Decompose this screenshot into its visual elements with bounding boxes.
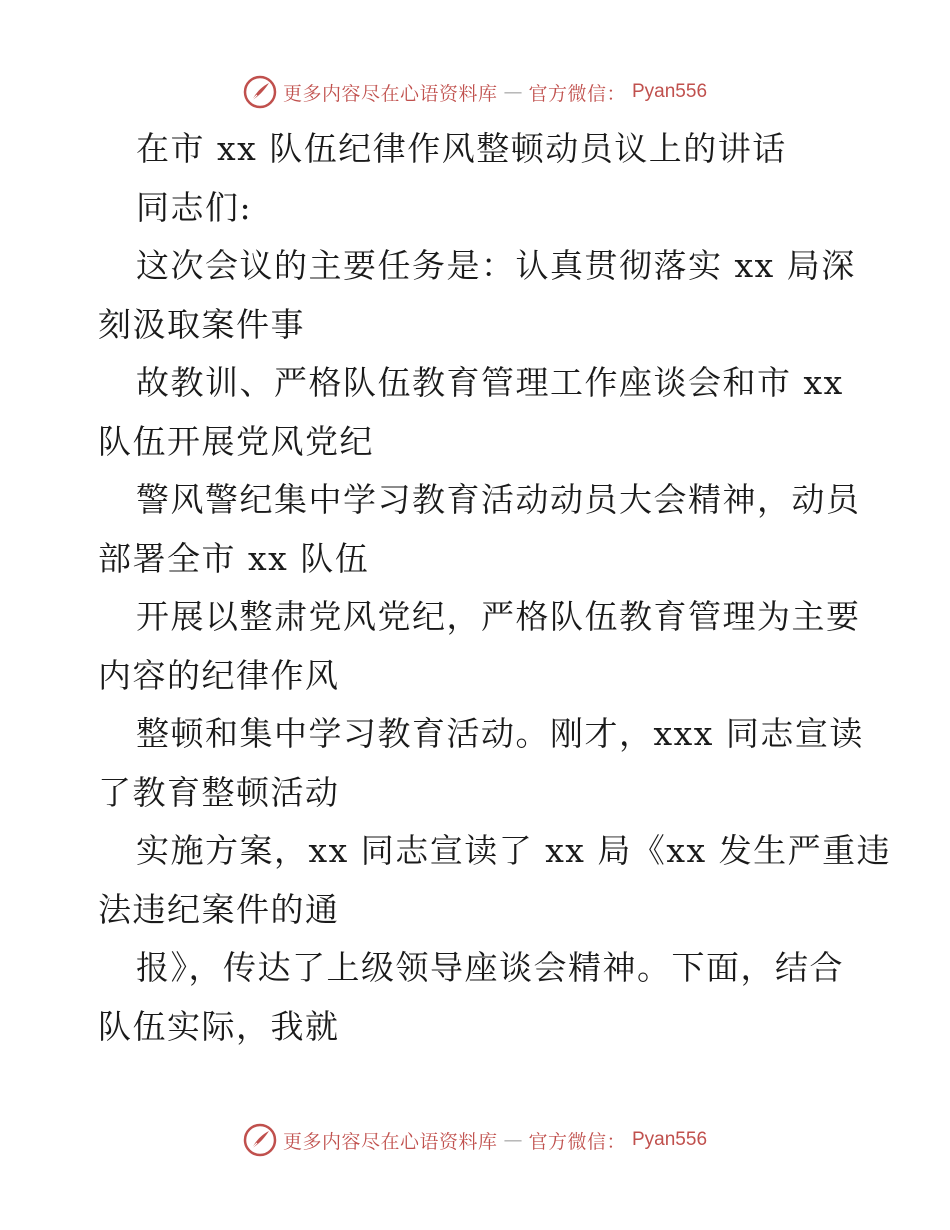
watermark-site-text: 更多内容尽在心语资料库: [282, 82, 498, 105]
document-line: 队伍开展党风党纪: [98, 421, 374, 461]
document-line: 故教训、严格队伍教育管理工作座谈会和市 xx: [136, 363, 844, 402]
document-body: [98, 120, 892, 1056]
watermark-separator: —: [503, 1129, 523, 1151]
watermark-separator: —: [503, 81, 523, 103]
document-line: 整顿和集中学习教育活动。刚才，xxx 同志宣读: [136, 714, 864, 753]
document-line: 警风警纪集中学习教育活动动员大会精神，动员: [136, 480, 861, 519]
document-line: 这次会议的主要任务是：认真贯彻落实 xx 局深: [136, 246, 856, 285]
document-line: 刻汲取案件事: [98, 304, 305, 344]
document-line: 报》，传达了上级领导座谈会精神。下面，结合: [136, 948, 844, 987]
document-title: 在市 xx 队伍纪律作风整顿动员议上的讲话: [136, 129, 787, 168]
document-line: 了教育整顿活动: [98, 772, 340, 812]
watermark-wechat-label: 官方微信：: [528, 1130, 626, 1153]
feather-pen-logo-icon: [243, 75, 277, 109]
watermark-wechat-id: Pyan556: [632, 1129, 708, 1150]
document-line: 队伍实际，我就: [98, 1006, 340, 1046]
document-line: 内容的纪律作风: [98, 655, 340, 695]
document-line: 开展以整肃党风党纪，严格队伍教育管理为主要: [136, 597, 861, 636]
watermark-wechat-id: Pyan556: [632, 81, 708, 102]
feather-pen-logo-icon: [243, 1123, 277, 1157]
document-line: 法违纪案件的通: [98, 889, 340, 929]
footer-watermark: [0, 1120, 950, 1160]
document-line: 实施方案，xx 同志宣读了 xx 局《xx 发生严重违: [136, 831, 892, 870]
document-line: 同志们:: [136, 187, 253, 227]
watermark-site-text: 更多内容尽在心语资料库: [282, 1130, 498, 1153]
watermark-wechat-label: 官方微信：: [528, 82, 626, 105]
header-watermark: [0, 72, 950, 112]
document-line: 部署全市 xx 队伍: [98, 538, 370, 578]
